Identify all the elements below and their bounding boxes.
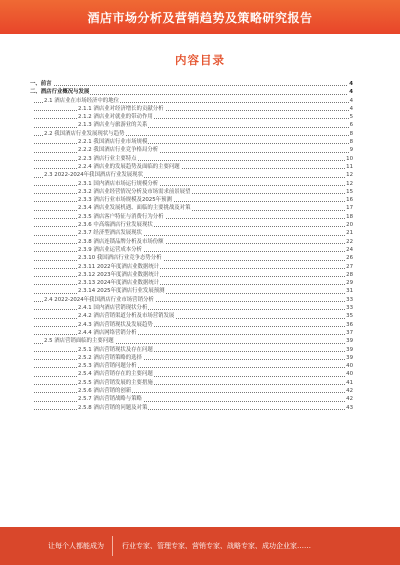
toc-entry-title: 2.4.4 酒店网络营销分析: [78, 329, 137, 336]
toc-entry[interactable]: [30, 279, 353, 287]
toc-entry[interactable]: [30, 312, 353, 320]
toc-entry[interactable]: [30, 337, 353, 345]
toc-heading: 内容目录: [175, 53, 225, 67]
toc-entry-page: 18: [346, 213, 353, 220]
footer-slogan: 让每个人都能成为: [48, 542, 104, 550]
toc-entry-title: 2.3.1 国内酒店市场运行规模分析: [78, 180, 159, 187]
toc-entry-title: 2.4.2 酒店营销渠道分析及市场营销发展: [78, 313, 175, 320]
toc-entry-page: 40: [346, 371, 353, 378]
toc-entry[interactable]: [30, 370, 353, 378]
toc-leader-dots: [34, 85, 349, 86]
toc-entry[interactable]: [30, 130, 353, 138]
toc-entry[interactable]: [30, 180, 353, 188]
toc-entry-title: 2.5.1 酒店营销现状及存在问题: [78, 346, 153, 353]
toc-entry[interactable]: [30, 188, 353, 196]
toc-entry[interactable]: [30, 213, 353, 221]
toc-entry[interactable]: [30, 105, 353, 113]
toc-entry-page: 39: [346, 338, 353, 345]
toc-entry-page: 4: [349, 81, 353, 87]
footer-divider: [112, 536, 113, 556]
toc-entry-page: 21: [346, 230, 353, 237]
toc-entry-title: 2.2 我国酒店行业发展现状与趋势: [44, 130, 125, 137]
toc-entry-page: 39: [346, 346, 353, 353]
toc-entry[interactable]: [30, 354, 353, 362]
footer-tagline: 行业专家、管理专家、营销专家、战略专家、成功企业家……: [122, 542, 311, 550]
toc-entry-title: 2.3.5 酒店客户特征与消费行为分析: [78, 213, 164, 220]
toc-entry-page: 37: [346, 329, 353, 336]
toc-entry-title: 2.2.1 我国酒店行业市场规模: [78, 139, 148, 146]
toc-entry-title: 2.3.14 2025年度酒店行业发展预测: [78, 288, 165, 295]
toc-entry-page: 28: [346, 271, 353, 278]
toc-entry-title: 2.3.10 我国酒店行业竞争态势分析: [78, 255, 162, 262]
toc-entry-title: 2.3.6 中高端酒店行业发展现状: [78, 222, 153, 229]
toc-entry-title: 2.1.2 酒店业对就业的带动作用: [78, 114, 153, 121]
toc-entry-title: 2.4.1 国内酒店营销现状分析: [78, 305, 148, 312]
toc-entry[interactable]: [30, 395, 353, 403]
toc-entry-page: 20: [346, 222, 353, 229]
toc-entry-page: 11: [346, 163, 353, 170]
toc-entry[interactable]: [30, 138, 353, 146]
toc-entry-page: 4: [349, 89, 353, 96]
toc-entry-page: 9: [349, 147, 353, 154]
toc-entry-page: 6: [349, 122, 353, 129]
toc-entry-title: 一、前言: [30, 81, 52, 87]
toc-entry-title: 2.5.5 酒店营销发展的主要措施: [78, 379, 153, 386]
toc-entry-title: 2.5.3 酒店营销问题分析: [78, 363, 137, 370]
toc-entry[interactable]: [30, 229, 353, 237]
toc-entry-page: 27: [346, 263, 353, 270]
toc-entry-title: 2.1.1 酒店业对经济增长的贡献分析: [78, 105, 164, 112]
toc-entry-page: 4: [349, 97, 353, 104]
toc-entry-page: 42: [346, 396, 353, 403]
report-title: 酒店市场分析及营销趋势及策略研究报告: [87, 11, 313, 25]
toc-entry-title: 2.5.7 酒店营销战略与策略: [78, 396, 142, 403]
toc-entry-title: 2.2.2 我国酒店行业竞争格局分析: [78, 147, 159, 154]
toc-entry[interactable]: [30, 146, 353, 154]
toc-entry[interactable]: [30, 171, 353, 179]
toc-entry-title: 2.3.4 酒店业发展机遇、面临的主要挑战及对策: [78, 205, 191, 212]
toc-entry-page: 22: [346, 238, 353, 245]
toc-entry-page: 16: [346, 197, 353, 204]
toc-entry[interactable]: [30, 404, 353, 412]
toc-entry[interactable]: [30, 221, 353, 229]
toc-entry[interactable]: [30, 97, 353, 105]
toc-entry[interactable]: [30, 362, 353, 370]
toc-entry-page: 39: [346, 354, 353, 361]
toc-entry-page: 8: [349, 139, 353, 146]
toc-entry-page: 8: [349, 130, 353, 137]
toc-entry-page: 40: [346, 363, 353, 370]
toc-entry-title: 2.2.3 酒店行业主要特点: [78, 155, 137, 162]
toc-entry-title: 2.5.6 酒店营销的创新: [78, 387, 132, 394]
toc-entry-title: 2.4 2022-2024年我国酒店行业市场营销分析: [44, 296, 154, 303]
toc-entry-title: 2.5.2 酒店营销策略的选择: [78, 354, 142, 361]
toc-entry-page: 43: [346, 404, 353, 411]
toc-entry-page: 42: [346, 387, 353, 394]
toc-entry-title: 2.3.7 经济型酒店发展现状: [78, 230, 142, 237]
toc-entry-page: 29: [346, 280, 353, 287]
toc-entry[interactable]: [30, 287, 353, 295]
toc-entry-title: 2.1.3 酒店业与旅游业的关系: [78, 122, 148, 129]
toc-entry-title: 2.5.8 酒店营销的问题及对策: [78, 404, 148, 411]
footer-banner: [0, 527, 400, 565]
toc-entry-page: 12: [346, 180, 353, 187]
toc-entry-page: 10: [346, 155, 353, 162]
toc-entry-title: 2.3.12 2023年度酒店业数据统计: [78, 271, 160, 278]
toc-entry-title: 2.3.11 2022年度酒店业数据统计: [78, 263, 160, 270]
toc-entry[interactable]: [30, 387, 353, 395]
toc-entry-page: 35: [346, 313, 353, 320]
toc-entry[interactable]: [30, 304, 353, 312]
table-of-contents: [30, 80, 353, 412]
toc-entry[interactable]: [30, 155, 353, 163]
toc-entry[interactable]: [30, 246, 353, 254]
toc-entry[interactable]: [30, 196, 353, 204]
toc-entry-page: 31: [346, 288, 353, 295]
toc-entry[interactable]: [30, 346, 353, 354]
toc-entry[interactable]: [30, 113, 353, 121]
toc-entry-title: 2.3.8 酒店连锁品牌分析及市场份额: [78, 238, 164, 245]
toc-entry[interactable]: [30, 121, 353, 129]
toc-entry-title: 2.1 酒店业在市场经济中的地位: [44, 97, 119, 104]
toc-entry-page: 5: [349, 114, 353, 121]
toc-entry-title: 2.3.3 酒店行业市场规模及2025年预测: [78, 197, 172, 204]
toc-entry-title: 2.4.3 酒店营销现状及发展趋势: [78, 321, 153, 328]
toc-entry[interactable]: [30, 204, 353, 212]
toc-entry[interactable]: [30, 163, 353, 171]
toc-entry-page: 36: [346, 321, 353, 328]
toc-entry-page: 33: [346, 305, 353, 312]
toc-entry[interactable]: [30, 296, 353, 304]
toc-entry-page: 26: [346, 255, 353, 262]
toc-entry-title: 2.5 酒店营销面临的主要问题: [44, 338, 114, 345]
toc-entry[interactable]: [30, 379, 353, 387]
toc-entry-page: 24: [346, 246, 353, 253]
toc-entry[interactable]: [30, 329, 353, 337]
toc-entry-title: 2.3.9 酒店业运营成本分析: [78, 246, 142, 253]
toc-entry-page: 12: [346, 172, 353, 179]
toc-entry-page: 41: [346, 379, 353, 386]
toc-entry-title: 2.5.4 酒店营销存在的主要问题: [78, 371, 153, 378]
toc-entry[interactable]: [30, 263, 353, 271]
toc-entry[interactable]: [30, 238, 353, 246]
toc-entry-page: 15: [346, 188, 353, 195]
toc-entry-title: 2.2.4 酒店业的发展趋势及面临的主要问题: [78, 163, 180, 170]
toc-entry-page: 4: [349, 105, 353, 112]
toc-entry[interactable]: [30, 254, 353, 262]
toc-entry[interactable]: [30, 88, 353, 96]
toc-entry-title: 二、酒店行业概况与发展: [30, 89, 90, 96]
toc-entry-page: 33: [346, 296, 353, 303]
toc-entry-title: 2.3.2 酒店业经营情况分析及市场需求前景展望: [78, 188, 191, 195]
toc-entry[interactable]: [30, 321, 353, 329]
toc-entry-title: 2.3 2022-2024年我国酒店行业发展现状: [44, 172, 143, 179]
toc-entry-title: 2.3.13 2024年度酒店业数据统计: [78, 280, 160, 287]
report-header-banner: [0, 0, 400, 34]
toc-entry[interactable]: [30, 80, 353, 88]
toc-entry[interactable]: [30, 271, 353, 279]
toc-entry-page: 17: [346, 205, 353, 212]
